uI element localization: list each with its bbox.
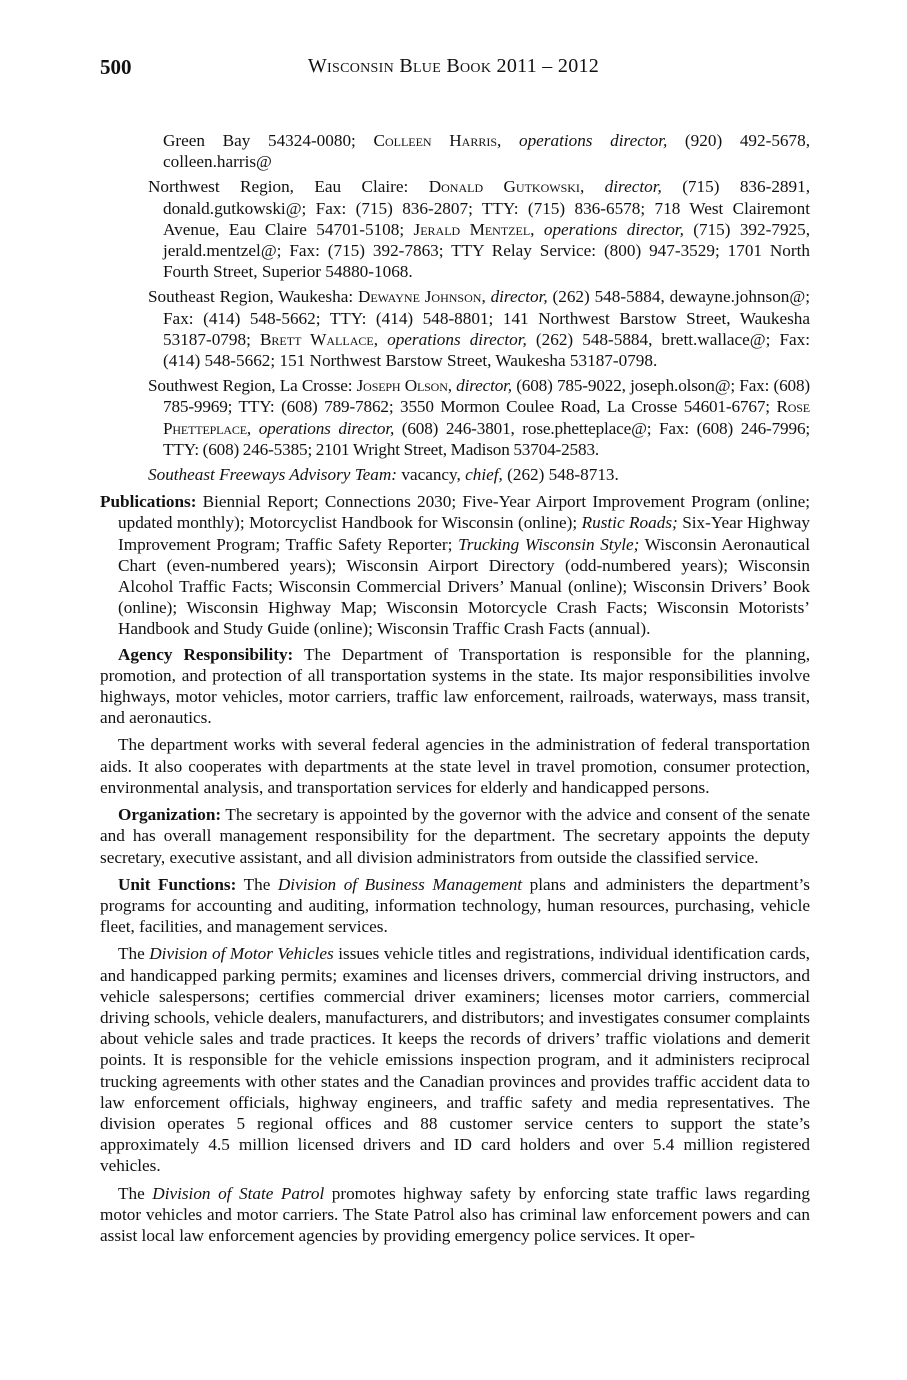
southeast-region-entry: Southeast Region, Waukesha: Dewayne Johnson, director, (262) 548-5884, dewayne.johnson@; Fax: (414) 548-5662; TTY: (414) 548-8801; 141 Northwest Barstow Street, Waukesha 53187-0798; Brett Wallace, operations director, (262) 548-5884, brett.wallace@; Fax: (414) 548-5662; 151 Northwest Barstow Street, Waukesha 53187-0798. (148, 287, 811, 371)
person-name: Rose Phetteplace (163, 397, 810, 438)
freeways-team-entry: Southeast Freeways Advisory Team: vacancy, chief, (262) 548-8713. (148, 465, 619, 485)
northwest-region-entry: Northwest Region, Eau Claire: Donald Gutkowski, director, (715) 836-2891, donald.gutkowski@; Fax: (715) 836-2807; TTY: (715) 836-6578; 718 West Clairemont Avenue, Eau Claire 54701-5108; Jerald Mentzel, operations director, (715) 392-7925, jerald.mentzel@; Fax: (715) 392-7863; TTY Relay Service: (800) 947-3529; 1701 North Fourth Street, Superior 54880-1068. (148, 177, 811, 282)
unit-functions-label: Unit Functions: (118, 874, 237, 894)
motor-vehicles-paragraph: The Division of Motor Vehicles issues vehicle titles and registrations, individual identification cards, and handicapped parking permits; examines and licenses drivers, commercial driving instructors, and vehicle salespersons; certifies commercial driver examiners; licenses motor carriers, commercial driving schools, vehicle dealers, manufacturers, and distributors; and investigates consumer complaints about vehicle sales and trade practices. It keeps the records of drivers’ traffic violations and demerit points. It is responsible for the vehicle emissions inspection program, and it administers reciprocal trucking agreements with other states and the Canadian provinces and provides traffic accident data to law enforcement officials, highway engineers, and traffic safety and media representatives. The division operates 5 regional offices and 88 customer service centers to support the state’s approximately 4.5 million licensed drivers and ID card holders and over 5.4 million registered vehicles. (100, 944, 810, 1176)
person-name: Colleen Harris (373, 131, 498, 150)
unit-functions-paragraph: Unit Functions: The Division of Business Management plans and administers the department’s programs for accounting and auditing, information technology, human resources, purchasing, vehicle fleet, facilities, and management services. (100, 874, 810, 937)
person-name: Brett Wallace (259, 329, 374, 349)
person-name: Donald Gutkowski (428, 177, 580, 197)
southwest-region-entry: Southwest Region, La Crosse: Joseph Olson, director, (608) 785-9022, joseph.olson@; Fax: (608) 785-9969; TTY: (608) 789-7862; 3550 Mormon Coulee Road, La Crosse 54601-6767; Rose Phetteplace, operations director, (608) 246-3801, rose.phetteplace@; Fax: (608) 246-7996; TTY: (608) 246-5385; 2101 Wright Street, Madison 53704-2583. (148, 376, 811, 459)
page-number: 500 (100, 55, 132, 79)
running-title: Wisconsin Blue Book 2011 – 2012 (307, 55, 600, 77)
person-name: Joseph Olson (356, 376, 448, 396)
organization-paragraph: Organization: The secretary is appointed by the governor with the advice and consent of the senate and has overall management responsibility for the department. The secretary appoints the deputy secretary, executive assistant, and all division administrators from outside the classified service. (100, 805, 810, 867)
person-name: Jerald Mentzel (413, 219, 531, 239)
page-header (0, 55, 907, 83)
agency-label: Agency Responsibility: (118, 644, 294, 664)
agency-responsibility-paragraph: Agency Responsibility: The Department of Transportation is responsible for the planning, promotion, and protection of all transportation systems in the state. Its major responsibilities involve highways, motor vehicles, motor carriers, traffic law enforcement, railroads, waterways, mass transit, and aeronautics. (100, 644, 811, 728)
green-bay-entry: Green Bay 54324-0080; Colleen Harris, operations director, (920) 492-5678, colleen.harris@ (163, 131, 810, 172)
publications-paragraph: Publications: Biennial Report; Connections 2030; Five-Year Airport Improvement Program (online; updated monthly); Motorcyclist Handbook for Wisconsin (online); Rustic Roads; Six-Year Highway Improvement Program; Traffic Safety Reporter; Trucking Wisconsin Style; Wisconsin Aeronautical Chart (even-numbered years); Wisconsin Airport Directory (odd-numbered years); Wisconsin Alcohol Traffic Facts; Wisconsin Commercial Drivers’ Manual (online); Wisconsin Drivers’ Book (online); Wisconsin Highway Map; Wisconsin Motorcycle Crash Facts; Wisconsin Motorists’ Handbook and Study Guide (online); Wisconsin Traffic Crash Facts (annual). (100, 492, 811, 639)
person-name: Dewayne Johnson (357, 287, 482, 307)
organization-label: Organization: (118, 805, 222, 825)
publications-label: Publications: (100, 492, 197, 512)
federal-agencies-paragraph: The department works with several federal agencies in the administration of federal transportation aids. It also cooperates with departments at the state level in travel promotion, consumer protection, environmental analysis, and transportation services for elderly and handicapped persons. (100, 735, 810, 797)
page-body (100, 130, 810, 1252)
state-patrol-paragraph: The Division of State Patrol promotes highway safety by enforcing state traffic laws regarding motor vehicles and motor carriers. The State Patrol also has criminal law enforcement powers and can assist local law enforcement agencies by providing emergency police services. It oper- (100, 1183, 810, 1245)
